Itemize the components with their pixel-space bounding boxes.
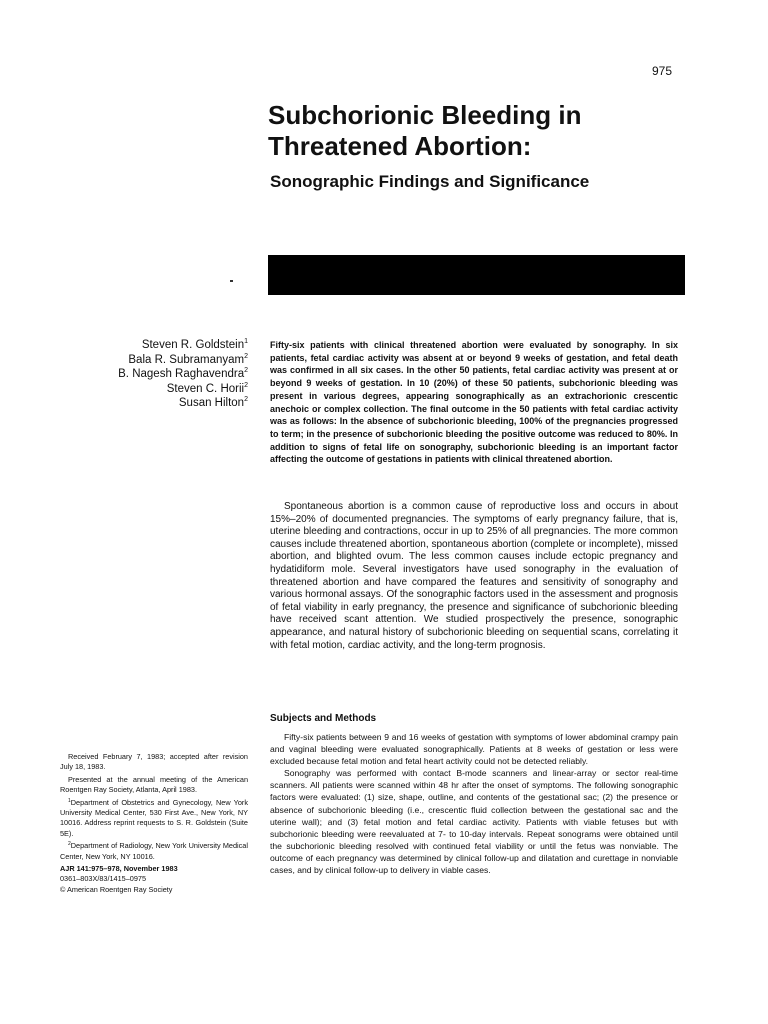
section-heading-methods: Subjects and Methods — [270, 713, 377, 724]
issn-line: 0361–803X/83/1415–0975 — [60, 874, 147, 884]
author-name: B. Nagesh Raghavendra — [118, 368, 245, 381]
affiliation-mark: 2 — [68, 841, 71, 848]
abstract: Fifty-six patients with clinical threatened abortion were evaluated by sonography. In six patients, fetal cardiac activity was absent at or beyond 9 weeks of gestation, and fetal death was confirmed in all six cases. In the other 50 patients, fetal cardiac activity was present at or beyond 9 weeks of gestation. In 10 (20%) of these 50 patients, subchorionic bleeding was present in various degrees, appearing sonographically as an extrachorionic crescentic anechoic or complex collection. The final outcome in the 50 patients with fetal cardiac activity was as follows: In the absence of subchorionic bleeding, 100% of the pregnancies progressed to term; in the presence of subchorionic bleeding the positive outcome was reduced to 80%. In addition to signs of fetal life on sonography, subchorionic bleeding is an important factor affecting the outcome of gestations in patients with clinical threatened abortion. — [270, 340, 678, 465]
methods-paragraph: Fifty-six patients between 9 and 16 weeks of gestation with symptoms of lower abdominal crampy pain and vaginal bleeding were evaluated sonographically. Patients at 8 weeks of gestation or less were excluded because fetal motion and fetal heart activity could not be detected reliably. — [270, 732, 678, 767]
affiliation-text: Department of Radiology, New York University Medical Center, New York, NY 10016. — [60, 841, 248, 861]
scan-speck — [230, 280, 233, 282]
author-name: Bala R. Subramanyam — [128, 353, 245, 366]
methods-body — [270, 731, 678, 876]
page-number: 975 — [652, 64, 673, 78]
affiliation-note — [60, 798, 248, 840]
author-entry — [60, 338, 248, 353]
author-affiliation-mark: 2 — [244, 367, 248, 375]
journal-citation: AJR 141:975–978, November 1983 — [60, 864, 178, 874]
author-affiliation-mark: 2 — [244, 352, 248, 360]
author-entry — [60, 396, 248, 411]
introduction-paragraph: Spontaneous abortion is a common cause of reproductive loss and occurs in about 15%–20% of documented pregnancies. The symptoms of early pregnancy failure, that is, uterine bleeding and contractions, occur in up to 25% of all pregnancies. The more common causes include threatened abortion, spontaneous abortion (complete or incomplete), missed abortion, and blighted ovum. The less common causes include ectopic pregnancy and hydatidiform mole. Several investigators have used sonography in the evaluation of threatened abortion and have compared the features and sensitivity of sonography and various hormonal assays. Of the sonographic factors used in the assessment and prognosis of fetal viability in early pregnancy, the presence and significance of subchorionic bleeding have received scant attention. We studied prospectively the presence, sonographic appearance, and natural history of subchorionic bleeding on sequential scans, correlating it with fetal motion, cardiac activity, and the long-term prognosis. — [270, 501, 678, 651]
author-entry — [60, 367, 248, 382]
affiliation-note — [60, 841, 248, 862]
author-entry — [60, 353, 248, 368]
author-entry — [60, 382, 248, 397]
copyright-line: © American Roentgen Ray Society — [60, 884, 173, 894]
footnotes — [60, 752, 248, 895]
received-note: Received February 7, 1983; accepted after revision July 18, 1983. — [60, 752, 248, 772]
author-name: Steven C. Horii — [166, 382, 245, 395]
author-name: Steven R. Goldstein — [141, 339, 245, 351]
author-affiliation-mark: 1 — [244, 338, 248, 345]
author-list — [60, 338, 248, 411]
author-affiliation-mark: 2 — [244, 381, 248, 389]
author-affiliation-mark: 2 — [244, 396, 248, 404]
presented-note: Presented at the annual meeting of the American Roentgen Ray Society, Atlanta, April 1983. — [60, 774, 248, 795]
article-subtitle: Sonographic Findings and Significance — [270, 172, 590, 191]
title-black-bar — [268, 255, 685, 295]
affiliation-text: Department of Obstetrics and Gynecology, New York University Medical Center, 530 First Ave., New York, NY 10016. Address reprint requests to S. R. Goldstein (Suite 5E). — [60, 797, 248, 838]
affiliation-mark: 1 — [68, 797, 71, 804]
article-title: Subchorionic Bleeding in Threatened Abortion: — [268, 100, 582, 161]
author-name: Susan Hilton — [178, 397, 245, 410]
methods-paragraph: Sonography was performed with contact B-mode scanners and linear-array or sector real-time scanners. All patients were scanned within 48 hr after the onset of symptoms. The following sonographic factors were evaluated: (1) size, shape, outline, and contents of the gestational sac; (2) the presence or absence of subchorionic bleeding (i.e., crescentic fluid collection between the gestational sac and the uterine wall); and (3) fetal motion and fetal cardiac activity. Patients with viable fetuses but with subchorionic bleeding were reevaluated at 7- to 10-day intervals. Repeat sonograms were obtained until the subchorionic bleeding resolved with continued fetal viability or until the fetus was nonviable. The outcome of each pregnancy was determined by clinical follow-up and dilatation and curettage in nonviable cases, and by clinical follow-up to delivery in viable cases. — [270, 768, 678, 876]
